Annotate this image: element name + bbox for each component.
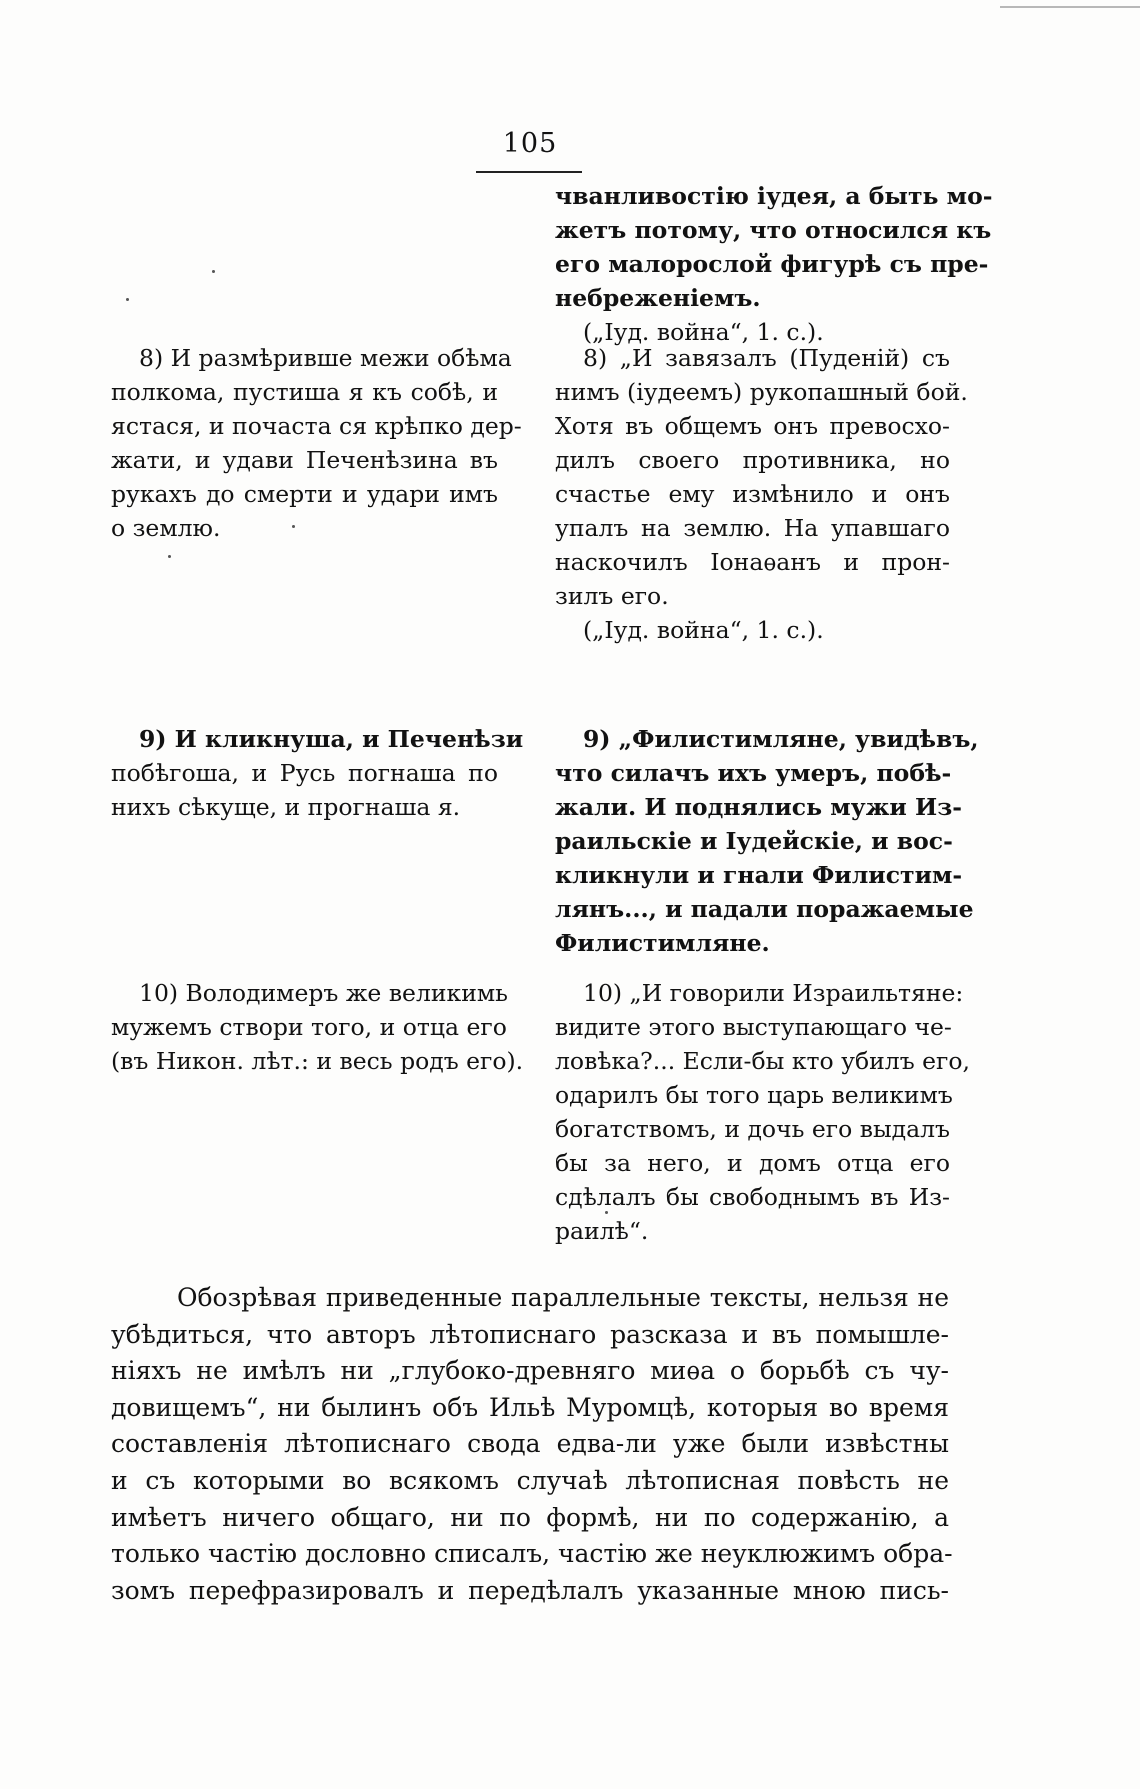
chronicle-line: побѣгоша, и Русь погнаша по: [111, 759, 498, 787]
chronicle-line: (въ Никон. лѣт.: и весь родъ его).: [111, 1047, 524, 1075]
right-intro-citation: („Іуд. война“, 1. с.).: [583, 318, 824, 346]
parallel-line: раилѣ“.: [555, 1217, 649, 1245]
paragraph-line: имѣетъ ничего общаго, ни по формѣ, ни по содержанію, а: [111, 1502, 949, 1532]
parallel-line: ловѣка?... Если-бы кто убилъ его,: [555, 1047, 970, 1075]
parallel-line: богатствомъ, и дочь его выдалъ: [555, 1115, 951, 1143]
chronicle-line: 8) И размѣривше межи обѣма: [139, 344, 512, 372]
section-8-parallel: [555, 341, 968, 647]
chronicle-line: нихъ сѣкуще, и прогнаша я.: [111, 793, 461, 821]
paragraph-line: убѣдиться, что авторъ лѣтописнаго разсказа и въ помышле-: [111, 1319, 949, 1349]
chronicle-line: полкома, пустиша я къ собѣ, и: [111, 378, 498, 406]
paragraph-line: Обозрѣвая приведенные параллельные тексты, нельзя не: [177, 1283, 949, 1312]
chronicle-line: о землю.: [111, 514, 221, 542]
paragraph-line: довищемъ“, ни былинъ объ Ильѣ Муромцѣ, которыя во время: [111, 1392, 949, 1422]
chronicle-line: 9) И кликнуша, и Печенѣзи: [139, 725, 524, 753]
paragraph-line: зомъ перефразировалъ и передѣлалъ указанные мною пись-: [111, 1575, 949, 1605]
parallel-line: раильскіе и Іудейскіе, и вос-: [555, 827, 953, 855]
section-10-chronicle: [111, 976, 524, 1078]
parallel-line: упалъ на землю. На упавшаго: [555, 514, 950, 542]
parallel-line: сдѣлалъ бы свободнымъ въ Из-: [555, 1183, 950, 1211]
chronicle-line: ястася, и почаста ся крѣпко дер-: [111, 412, 522, 440]
section-8-chronicle: [111, 341, 522, 545]
parallel-line: дилъ своего противника, но: [555, 446, 950, 474]
paragraph-line: составленія лѣтописнаго свода едва-ли уже были извѣстны: [111, 1429, 949, 1459]
paragraph-line: и съ которыми во всякомъ случаѣ лѣтописная повѣсть не: [111, 1465, 949, 1495]
section-9-chronicle: [111, 722, 524, 824]
scan-speck: [168, 555, 171, 558]
chronicle-line: 10) Володимеръ же великимь: [139, 979, 508, 1007]
parallel-line: жали. И поднялись мужи Из-: [555, 793, 962, 821]
right-intro-line: чванливостію іудея, а быть мо-: [555, 182, 993, 210]
parallel-line: кликнули и гнали Филистим-: [555, 861, 963, 889]
chronicle-line: рукахъ до смерти и удари имъ: [111, 480, 498, 508]
parallel-line: 10) „И говорили Израильтяне:: [583, 979, 964, 1007]
parallel-line: Хотя въ общемъ онъ превосхо-: [555, 412, 950, 440]
parallel-line: счастье ему измѣнило и онъ: [555, 480, 950, 508]
conclusion-paragraph: [111, 1280, 953, 1609]
parallel-line: зилъ его.: [555, 582, 669, 610]
parallel-line: бы за него, и домъ отца его: [555, 1149, 950, 1177]
right-intro-block: [555, 179, 993, 349]
scan-speck: [126, 298, 129, 301]
parallel-line: одарилъ бы того царь великимъ: [555, 1081, 953, 1109]
parallel-line: наскочилъ Іонаѳанъ и прон-: [555, 548, 950, 576]
parallel-citation: („Іуд. война“, 1. с.).: [583, 616, 824, 644]
section-10-parallel: [555, 976, 970, 1248]
right-intro-line: его малорослой фигурѣ съ пре-: [555, 250, 989, 278]
scan-edge-line: [1000, 6, 1140, 8]
section-9-parallel: [555, 722, 979, 960]
parallel-line: 9) „Филистимляне, увидѣвъ,: [583, 725, 979, 753]
chronicle-line: мужемъ створи того, и отца его: [111, 1013, 507, 1041]
parallel-line: лянъ..., и падали поражаемые: [555, 895, 974, 923]
scan-speck: [212, 270, 215, 273]
right-intro-line: жетъ потому, что относился къ: [555, 216, 992, 244]
paragraph-line: ніяхъ не имѣлъ ни „глубоко-древняго миѳа о борьбѣ съ чу-: [111, 1356, 949, 1386]
right-intro-line: небреженіемъ.: [555, 284, 761, 312]
parallel-line: нимъ (іудеемъ) рукопашный бой.: [555, 378, 968, 406]
parallel-line: что силачъ ихъ умеръ, побѣ-: [555, 759, 952, 787]
parallel-line: Филистимляне.: [555, 929, 770, 957]
page-number-underline: [476, 171, 582, 173]
chronicle-line: жати, и удави Печенѣзина въ: [111, 446, 498, 474]
paragraph-line: только частію дословно списалъ, частію же неуклюжимъ обра-: [111, 1539, 953, 1569]
parallel-line: видите этого выступающаго че-: [555, 1013, 952, 1041]
parallel-line: 8) „И завязалъ (Пуденій) съ: [583, 344, 950, 372]
page-number: 105: [502, 128, 558, 159]
